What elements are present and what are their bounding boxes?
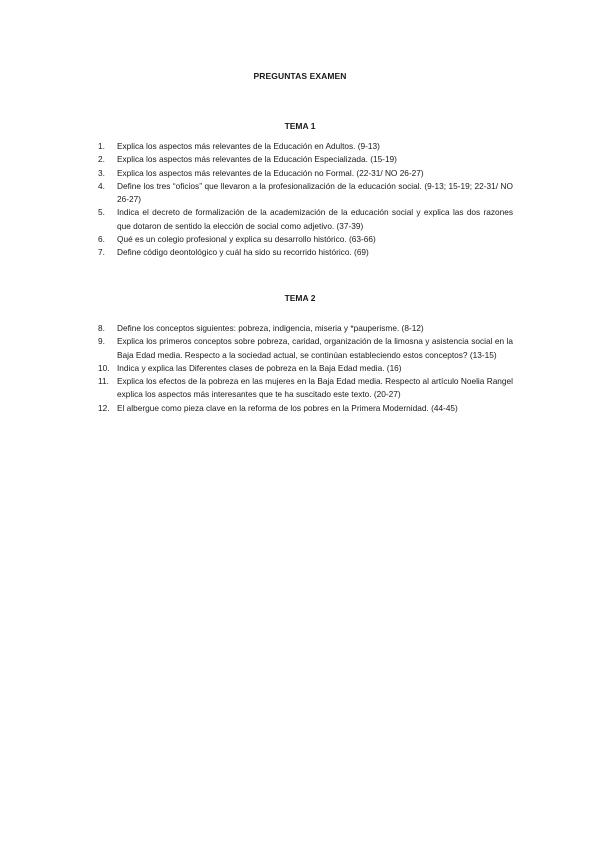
- question-number: 8.: [98, 323, 105, 333]
- question-text: Indica y explica las Diferentes clases de pobreza en la Baja Edad media. (16): [117, 362, 402, 373]
- question-number: 6.: [98, 234, 105, 245]
- question-item: [92, 375, 513, 402]
- question-item: [92, 153, 513, 166]
- question-number: 11.: [98, 376, 109, 387]
- question-item: [92, 335, 513, 362]
- question-text: Explica los primeros conceptos sobre pobreza, caridad, organización de la limosna y asistencia social en la Baja Edad media. Respecto a la sociedad actual, se continúan estableciendo estos conceptos? (13-15): [117, 336, 513, 360]
- question-text: Define código deontológico y cuál ha sido su recorrido histórico. (69): [117, 247, 369, 258]
- question-item: [92, 233, 513, 246]
- question-list-tema-2: [92, 322, 513, 415]
- section-title-tema-1: TEMA 1: [284, 121, 316, 131]
- document-title: PREGUNTAS EXAMEN: [253, 71, 347, 81]
- question-text: Define los tres “oficios” que llevaron a la profesionalización de la educación social. (9-13; 15-19; 22-31/ NO 26-27): [117, 180, 513, 205]
- question-text: Indica el decreto de formalización de la academización de la educación social y explica las dos razones que dotaron de sentido la elección de social como adjetivo. (37-39): [117, 207, 513, 231]
- question-number: 9.: [98, 336, 105, 347]
- question-number: 4.: [98, 180, 105, 191]
- question-item: [92, 362, 513, 375]
- question-text: Define los conceptos siguientes: pobreza, indigencia, miseria y *pauperisme. (8-12): [117, 323, 424, 333]
- question-number: 3.: [98, 167, 105, 178]
- question-item: [92, 402, 513, 415]
- question-number: 2.: [98, 154, 105, 165]
- question-text: Explica los aspectos más relevantes de la Educación en Adultos. (9-13): [117, 141, 380, 151]
- section-title-tema-2: TEMA 2: [284, 293, 316, 303]
- question-text: Explica los aspectos más relevantes de la Educación Especializada. (15-19): [117, 154, 397, 165]
- question-number: 10.: [98, 362, 110, 373]
- question-text: El albergue como pieza clave en la reforma de los pobres en la Primera Modernidad. (44-45): [117, 402, 458, 413]
- question-item: [92, 246, 513, 259]
- question-number: 7.: [98, 247, 105, 258]
- question-list-tema-1: [92, 140, 513, 260]
- question-number: 1.: [98, 141, 105, 151]
- question-text: Explica los aspectos más relevantes de la Educación no Formal. (22-31/ NO 26-27): [117, 167, 424, 178]
- question-item: [92, 180, 513, 207]
- question-number: 5.: [98, 207, 105, 218]
- question-item: [92, 167, 513, 180]
- question-item: [92, 140, 513, 153]
- question-item: [92, 206, 513, 233]
- question-text: Qué es un colegio profesional y explica su desarrollo histórico. (63-66): [117, 234, 376, 245]
- question-text: Explica los efectos de la pobreza en las mujeres en la Baja Edad media. Respecto al artículo Noelia Rangel explica los aspectos más interesantes que te ha suscitado este texto. (20-27): [117, 376, 513, 400]
- question-item: [92, 322, 513, 335]
- question-number: 12.: [98, 402, 110, 413]
